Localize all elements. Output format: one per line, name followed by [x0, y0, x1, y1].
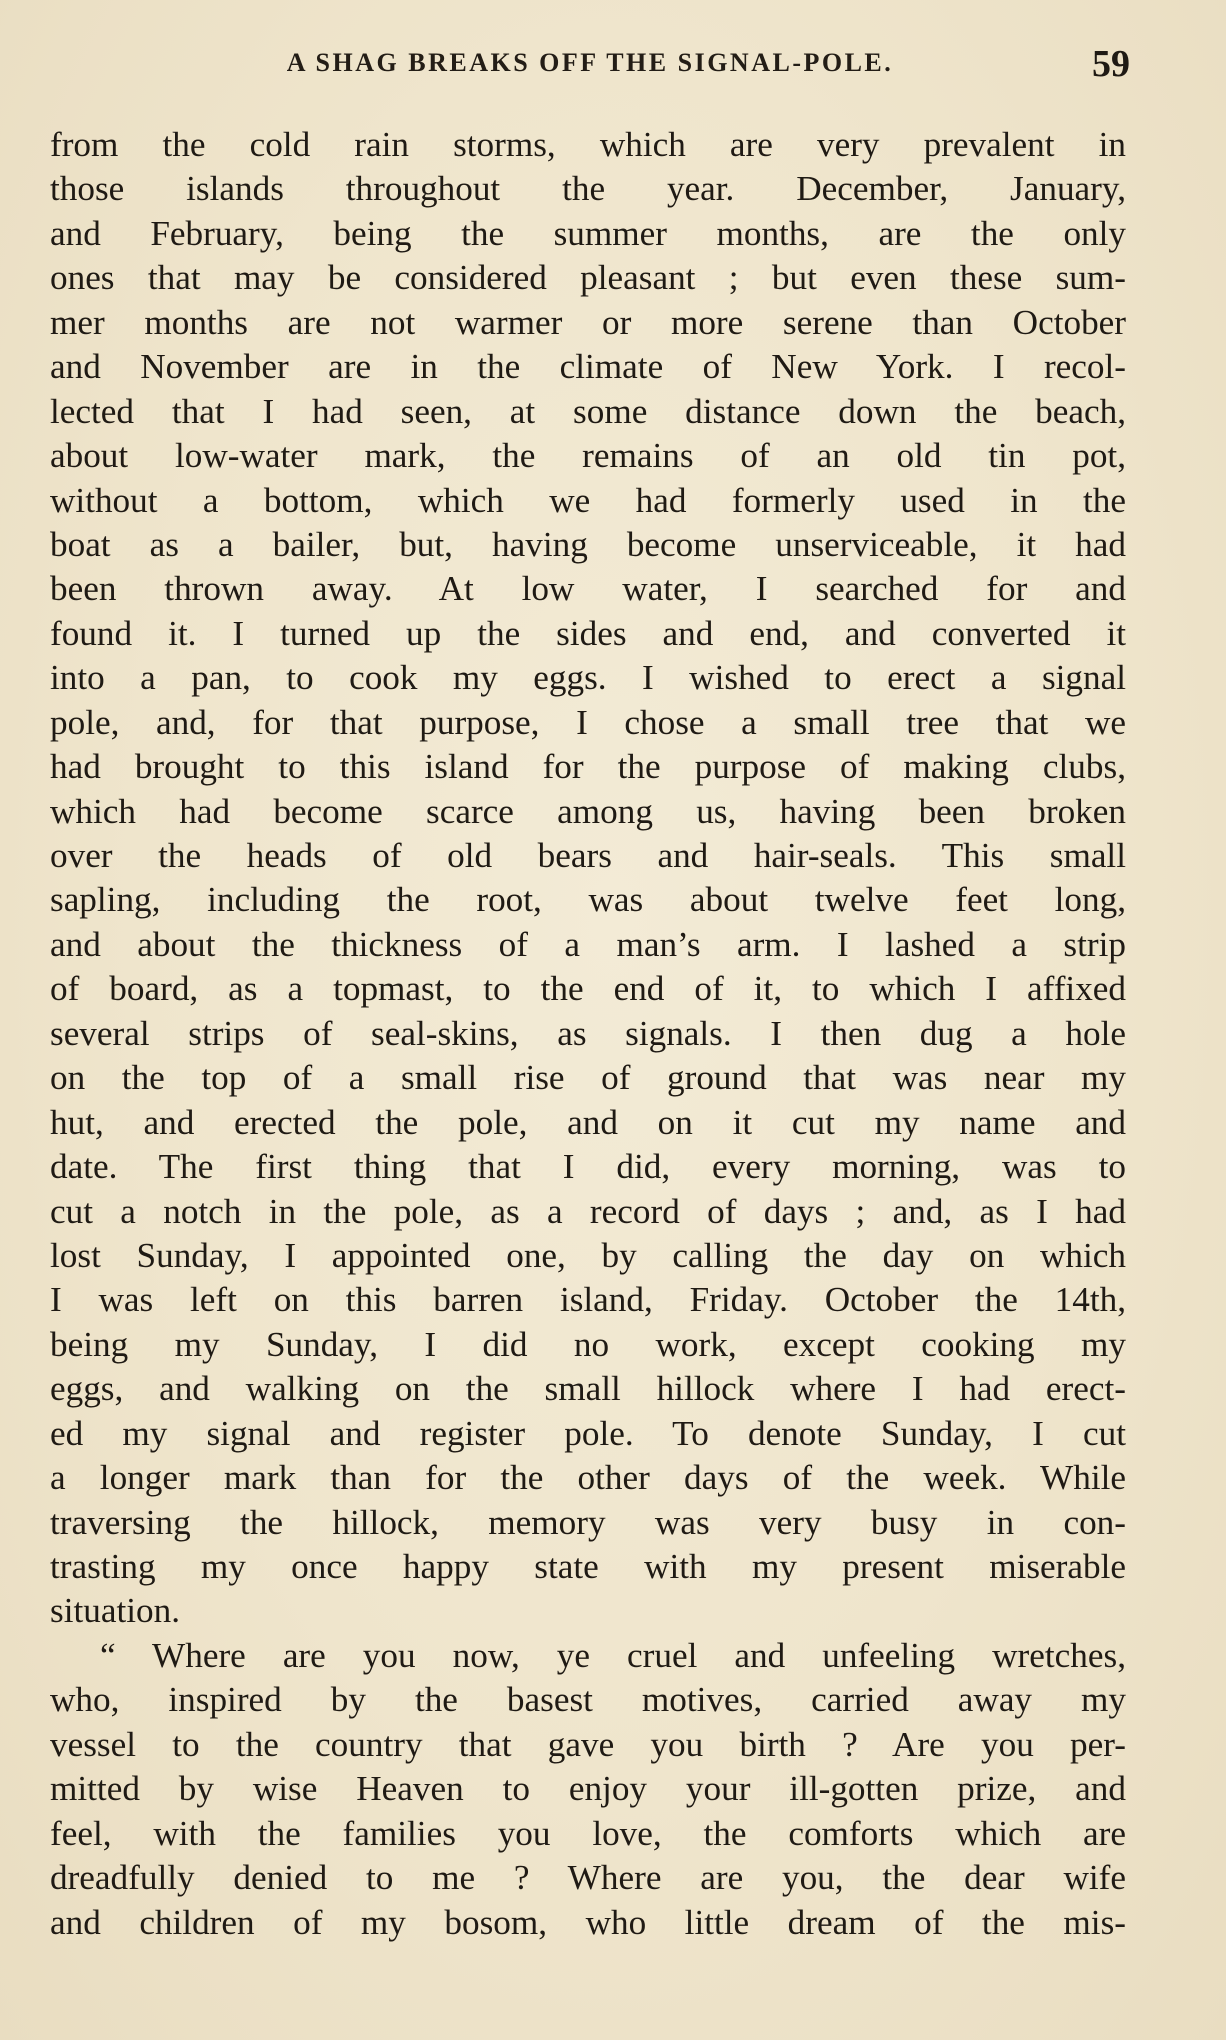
text-line: over the heads of old bears and hair-seals. This small	[50, 836, 1126, 875]
text-line: on the top of a small rise of ground that was near my	[50, 1058, 1126, 1098]
text-line: of board, as a topmast, to the end of it, to which I affixed	[50, 969, 1126, 1009]
page-number: 59	[1092, 43, 1130, 85]
text-line: hut, and erected the pole, and on it cut my name and	[50, 1102, 1126, 1142]
text-line: trasting my once happy state with my present miserable	[50, 1547, 1126, 1586]
paragraph-end-line: situation.	[50, 1591, 180, 1631]
text-line: into a pan, to cook my eggs. I wished to erect a signal	[50, 658, 1126, 698]
text-line: pole, and, for that purpose, I chose a small tree that we	[50, 702, 1126, 742]
paragraph-start-line: “ Where are you now, ye cruel and unfeeling wretches,	[100, 1635, 1126, 1675]
text-line: been thrown away. At low water, I searched for and	[50, 569, 1126, 609]
text-line: feel, with the families you love, the comforts which are	[50, 1813, 1126, 1853]
text-line: a longer mark than for the other days of the week. While	[50, 1458, 1126, 1498]
text-line: without a bottom, which we had formerly used in the	[50, 480, 1126, 520]
text-line: those islands throughout the year. December, January,	[50, 169, 1126, 209]
text-line: which had become scarce among us, having been broken	[50, 791, 1126, 831]
text-line: I was left on this barren island, Friday. October the 14th,	[50, 1280, 1126, 1320]
text-line: sapling, including the root, was about twelve feet long,	[50, 880, 1126, 920]
text-line: eggs, and walking on the small hillock where I had erect-	[50, 1369, 1126, 1409]
running-title: A SHAG BREAKS OFF THE SIGNAL-POLE.	[286, 48, 894, 77]
text-line: found it. I turned up the sides and end, and converted it	[50, 613, 1126, 653]
text-line: about low-water mark, the remains of an old tin pot,	[50, 436, 1126, 476]
text-line: vessel to the country that gave you birth ? Are you per-	[50, 1724, 1126, 1764]
text-line: mer months are not warmer or more serene than October	[50, 302, 1126, 342]
text-line: ed my signal and register pole. To denote Sunday, I cut	[50, 1413, 1126, 1453]
text-line: had brought to this island for the purpose of making clubs,	[50, 747, 1126, 787]
body-text	[50, 123, 1126, 1945]
text-line: several strips of seal-skins, as signals. I then dug a hole	[50, 1013, 1126, 1053]
text-line: and November are in the climate of New York. I recol-	[50, 347, 1126, 387]
text-line: ones that may be considered pleasant ; but even these sum-	[50, 258, 1126, 298]
running-head	[50, 42, 1130, 86]
text-line: cut a notch in the pole, as a record of days ; and, as I had	[50, 1191, 1126, 1231]
text-line: being my Sunday, I did no work, except cooking my	[50, 1324, 1126, 1364]
text-line: lost Sunday, I appointed one, by calling the day on which	[50, 1235, 1126, 1275]
text-line: who, inspired by the basest motives, carried away my	[50, 1680, 1126, 1720]
text-line: mitted by wise Heaven to enjoy your ill-gotten prize, and	[50, 1769, 1126, 1809]
text-line: from the cold rain storms, which are very prevalent in	[50, 125, 1126, 164]
text-line: dreadfully denied to me ? Where are you, the dear wife	[50, 1858, 1126, 1898]
text-line: and about the thickness of a man’s arm. I lashed a strip	[50, 924, 1126, 964]
text-line: lected that I had seen, at some distance down the beach,	[50, 391, 1126, 431]
text-line: and February, being the summer months, are the only	[50, 213, 1126, 253]
text-line: and children of my bosom, who little dream of the mis-	[50, 1902, 1126, 1942]
text-line: boat as a bailer, but, having become unserviceable, it had	[50, 524, 1126, 564]
text-line: traversing the hillock, memory was very busy in con-	[50, 1502, 1126, 1542]
text-line: date. The first thing that I did, every morning, was to	[50, 1147, 1126, 1187]
